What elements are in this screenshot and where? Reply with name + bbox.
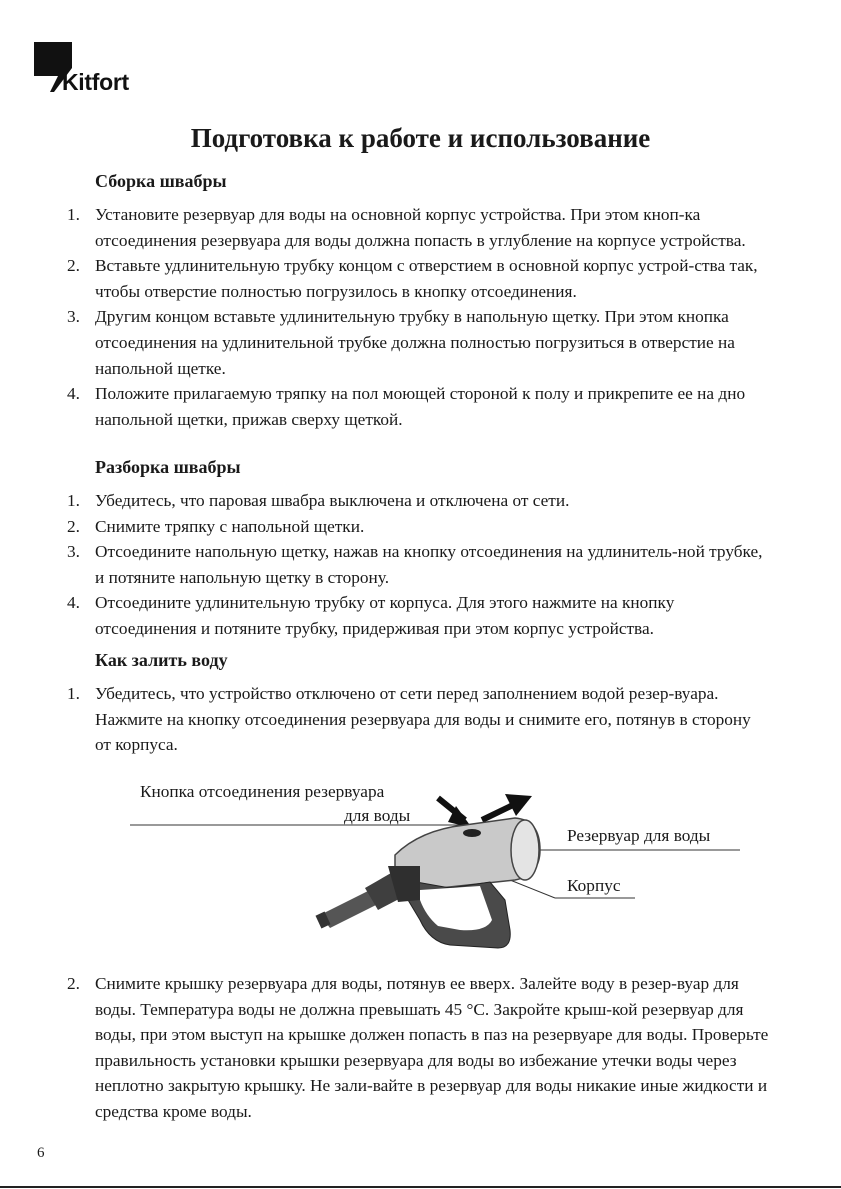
label-water-tank: Резервуар для воды [567, 826, 711, 845]
label-release-button: Кнопка отсоединения резервуара [140, 782, 385, 801]
section-heading-fill-water: Как залить воду [95, 650, 228, 670]
list-item: 2. Вставьте удлинительную трубку концом с отверстием в основной корпус устрой-ства так, чтобы отверстие полностью погрузилось в кнопку отсоединения. [67, 256, 758, 301]
fill-water-list [0, 681, 841, 758]
page-title: Подготовка к работе и использование [190, 123, 651, 153]
page-number: 6 [37, 1145, 45, 1161]
brand-name: Kitfort [62, 69, 129, 95]
fill-water-list-cont [0, 971, 841, 1125]
list-item: 4. Положите прилагаемую тряпку на пол моющей стороной к полу и прикрепите ее на дно напольной щетки, прижав сверху щеткой. [67, 384, 746, 429]
disassembly-list [0, 488, 841, 642]
section-heading-assembly: Сборка швабры [95, 171, 227, 191]
device-illustration [120, 770, 760, 960]
list-item: 3. Другим концом вставьте удлинительную трубку в напольную щетку. При этом кнопка отсоединения на удлинительной трубке должна полностью погрузиться в отверстие на напольной щетке. [67, 307, 735, 378]
list-item: 2. Снимите крышку резервуара для воды, потянув ее вверх. Залейте воду в резер-вуар для воды. Температура воды не должна превышать 45 °С. Закройте крыш-кой резервуар для воды, при этом выступ на крышке должен попасть в паз на резервуаре для воды. Проверьте правильность установки крышки резервуара для воды во избежание утечки воды через неплотно закрытую крышку. Не зали-вайте в резервуар для воды никакие иные жидкости и средства кроме воды. [67, 974, 769, 1121]
list-item: 1. Убедитесь, что паровая швабра выключена и отключена от сети. [67, 491, 570, 510]
label-body: Корпус [567, 876, 621, 895]
list-item: 1. Установите резервуар для воды на основной корпус устройства. При этом кноп-ка отсоединения резервуара для воды должна попасть в углубление на корпусе устройства. [67, 205, 746, 250]
list-item: 4. Отсоедините удлинительную трубку от корпуса. Для этого нажмите на кнопку отсоединения и потяните трубку, придерживая при этом корпус устройства. [67, 593, 675, 638]
bottom-divider [0, 1186, 841, 1188]
list-item: 1. Убедитесь, что устройство отключено от сети перед заполнением водой резер-вуара. Нажмите на кнопку отсоединения резервуара для воды и снимите его, потянув в сторону от корпуса. [67, 684, 751, 755]
section-heading-disassembly: Разборка швабры [95, 457, 241, 477]
label-release-button-cont: для воды [344, 806, 411, 825]
assembly-list [0, 202, 841, 432]
list-item: 2. Снимите тряпку с напольной щетки. [67, 516, 365, 536]
list-item: 3. Отсоедините напольную щетку, нажав на кнопку отсоединения на удлинитель-ной трубке, и потяните напольную щетку в сторону. [67, 542, 763, 587]
